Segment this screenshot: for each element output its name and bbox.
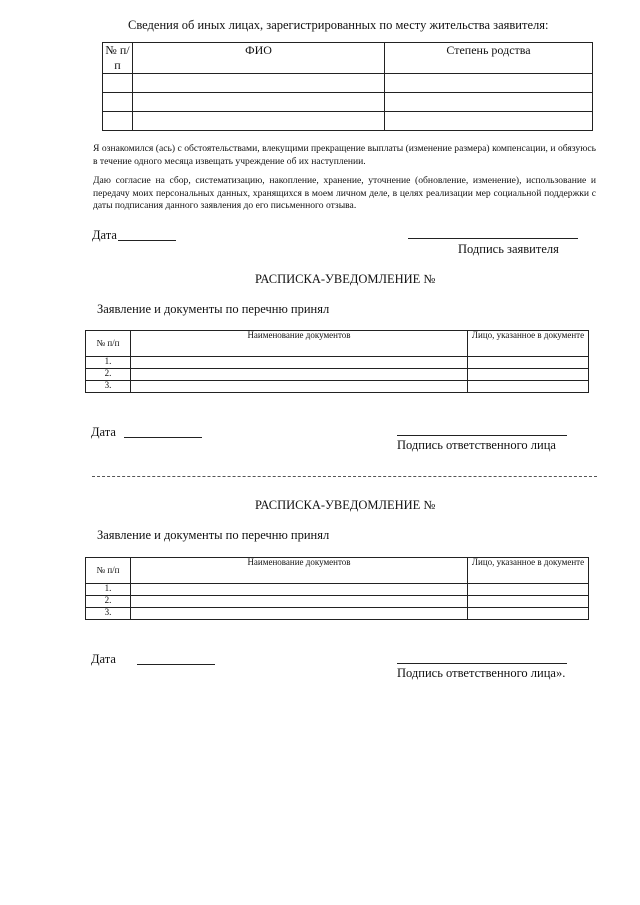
residents-heading: Сведения об иных лицах, зарегистрированных по месту жительства заявителя:	[128, 18, 549, 32]
cell[interactable]	[133, 74, 385, 93]
receipt1-table	[85, 330, 589, 393]
consent-text: Даю согласие на сбор, систематизацию, накопление, хранение, уточнение (обновление, изменение), использование и передачу моих персональных данных, хранящихся в моем личном деле, в целях реализации мер социальной поддержки с даты подписания данного заявления до его письменного отзыва.	[93, 175, 596, 211]
cell[interactable]	[103, 112, 133, 131]
applicant-date-label: Дата	[92, 228, 117, 242]
row-number: 3.	[86, 608, 131, 620]
col-number-header: № п/п	[103, 43, 133, 74]
cell[interactable]	[468, 596, 589, 608]
cell[interactable]	[131, 357, 468, 369]
cell[interactable]	[131, 369, 468, 381]
receipt1-date-line[interactable]	[124, 437, 202, 438]
cell[interactable]	[468, 369, 589, 381]
table-row	[86, 357, 589, 369]
table-row	[86, 584, 589, 596]
applicant-signature-label: Подпись заявителя	[458, 242, 559, 256]
col-person-header: Лицо, указанное в документе	[468, 558, 589, 584]
receipt2-title: РАСПИСКА-УВЕДОМЛЕНИЕ №	[255, 498, 436, 512]
cell[interactable]	[468, 381, 589, 393]
table-row	[86, 596, 589, 608]
cell[interactable]	[103, 93, 133, 112]
table-row	[103, 74, 593, 93]
row-number: 3.	[86, 381, 131, 393]
cell[interactable]	[468, 357, 589, 369]
receipt1-signature-line[interactable]	[397, 435, 567, 436]
col-docs-header: Наименование документов	[131, 331, 468, 357]
cell[interactable]	[468, 584, 589, 596]
receipt2-table	[85, 557, 589, 620]
row-number: 1.	[86, 357, 131, 369]
col-number-header: № п/п	[86, 558, 131, 584]
receipt1-accepted: Заявление и документы по перечню принял	[97, 302, 330, 316]
col-person-header: Лицо, указанное в документе	[468, 331, 589, 357]
cut-line	[92, 476, 597, 477]
row-number: 2.	[86, 369, 131, 381]
receipt1-title: РАСПИСКА-УВЕДОМЛЕНИЕ №	[255, 272, 436, 286]
row-number: 2.	[86, 596, 131, 608]
receipt1-signature-label: Подпись ответственного лица	[397, 438, 556, 452]
col-relation-header: Степень родства	[385, 43, 593, 74]
cell[interactable]	[131, 584, 468, 596]
acknowledgement-text: Я ознакомился (ась) с обстоятельствами, влекущими прекращение выплаты (изменение размера) компенсации, и обязуюсь в течение одного месяца извещать учреждение об их наступлении.	[93, 143, 596, 167]
receipt1-date-label: Дата	[91, 425, 116, 439]
applicant-date-line[interactable]	[118, 240, 176, 241]
table-row	[86, 369, 589, 381]
receipt2-signature-label: Подпись ответственного лица».	[397, 666, 566, 680]
receipt2-signature-line[interactable]	[397, 663, 567, 664]
table-row	[86, 608, 589, 620]
cell[interactable]	[131, 608, 468, 620]
receipt2-date-line[interactable]	[137, 664, 215, 665]
cell[interactable]	[385, 93, 593, 112]
table-row	[86, 381, 589, 393]
residents-table	[102, 42, 593, 131]
cell[interactable]	[385, 74, 593, 93]
applicant-signature-line[interactable]	[408, 238, 578, 239]
cell[interactable]	[131, 381, 468, 393]
cell[interactable]	[103, 74, 133, 93]
cell[interactable]	[133, 112, 385, 131]
cell[interactable]	[468, 608, 589, 620]
receipt2-date-label: Дата	[91, 652, 116, 666]
cell[interactable]	[385, 112, 593, 131]
table-row	[103, 93, 593, 112]
table-row	[103, 112, 593, 131]
cell[interactable]	[133, 93, 385, 112]
col-number-header: № п/п	[86, 331, 131, 357]
cell[interactable]	[131, 596, 468, 608]
receipt2-accepted: Заявление и документы по перечню принял	[97, 528, 330, 542]
col-fio-header: ФИО	[133, 43, 385, 74]
row-number: 1.	[86, 584, 131, 596]
col-docs-header: Наименование документов	[131, 558, 468, 584]
